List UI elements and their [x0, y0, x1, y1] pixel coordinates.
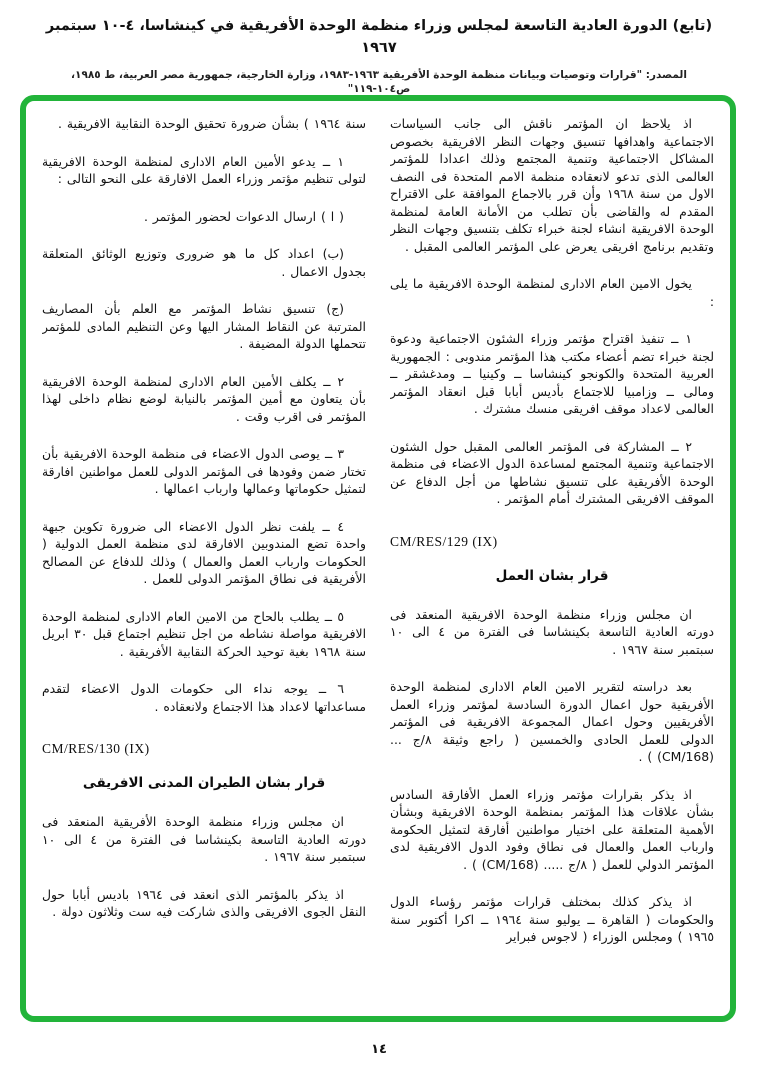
column-right	[390, 115, 714, 1006]
page-footer	[0, 1038, 758, 1057]
paragraph: (ب) اعداد كل ما هو ضرورى وتوزيع الوثائق المتعلقة بجدول الاعمال .	[42, 246, 366, 279]
paragraph: اذ يذكر بالمؤتمر الذى انعقد فى ١٩٦٤ باديس أبابا حول النقل الجوى الافريقى والذى شاركت فيه ست وثلاثون دولة .	[42, 886, 366, 919]
paragraph: اذ يذكر بقرارات مؤتمر وزراء العمل الأفارقة السادس بشأن علاقات هذا المؤتمر بمنظمة الوحدة الافريقية وبشأن الأهمية المتعلقة على اختيار مواطنين أفارقة لتمثيل الحكومة وارباب العمل والعمال فى نطاق وفود الدول الافريقية لدى المؤتمر الدولي للعمل ( ٨/ج ..... (CM/168) ) .	[390, 786, 714, 872]
paragraph: يخول الامين العام الادارى لمنظمة الوحدة الافريقية ما يلى :	[390, 276, 714, 309]
paragraph: ١ ــ يدعو الأمين العام الادارى لمنظمة الوحدة الافريقية لتولى تنظيم مؤتمر وزراء العمل الافارقة على النحو التالى :	[42, 153, 366, 186]
document-title: (تابع) الدورة العادية التاسعة لمجلس وزراء منظمة الوحدة الأفريقية في كينشاسا، ٤-١٠ سبتمبر ١٩٦٧	[45, 18, 713, 56]
paragraph: بعد دراسته لتقرير الامين العام الادارى لمنظمة الوحدة الأفريقية حول اعمال الدورة السادسة لمؤتمر وزراء العمل الأفريقيين وحول اعمال المجموعة الافريقية فى المؤتمر الدولى للعمل الحادى والخمسين ( راجع وثيقة ٨/ج ... (CM/168) ) .	[390, 679, 714, 764]
green-content-frame	[20, 95, 736, 1022]
paragraph: ٣ ــ يوصى الدول الاعضاء فى منظمة الوحدة الافريقية بأن تختار ضمن وفودها فى المؤتمر الدولى للعمل مواطنين افارقة لتمثيل حكوماتها وعمالها وارباب اعمالها .	[42, 446, 366, 496]
paragraph: سنة ١٩٦٤ ) بشأن ضرورة تحقيق الوحدة النقابية الافريقية .	[57, 116, 366, 131]
paragraph: ١ ــ تنفيذ اقتراح مؤتمر وزراء الشئون الاجتماعية ودعوة لجنة خبراء تضم أعضاء مكتب هذا المؤتمر مندوبى : الجمهورية العربية المتحدة والكونجو كينشاسا ــ وكينيا ــ ومدغشقر ــ ومالى ــ وزامبيا للاجتماع بأديس أبابا قبل انعقاد المؤتمر العالمى لاعداد موقف افريقى منسك مشترك .	[390, 331, 714, 416]
paragraph: ( ا ) ارسال الدعوات لحضور المؤتمر .	[144, 208, 344, 224]
paragraph: ان مجلس وزراء منظمة الوحدة الافريقية المنعقد فى دورته العادية التاسعة بكينشاسا فى الفترة من ٤ الى ١٠ سبتمبر سنة ١٩٦٧ .	[390, 606, 714, 657]
paragraph: ٤ ــ يلفت نظر الدول الاعضاء الى ضرورة تكوين جبهة واحدة تضع المندوبين الافارقة لدى منظمة العمل الدولية ( الحكومات وارباب العمل والعمال ) وذلك للدفاع عن المصالح الأفريقية فى نطاق المؤتمر الدولى للعمل .	[42, 518, 366, 586]
resolution-code-cm-res-130: CM/RES/130 (IX)	[42, 741, 150, 756]
paragraph: ٢ ــ يكلف الأمين العام الادارى لمنظمة الوحدة الافريقية بأن يتعاون مع أمين المؤتمر بالنيابة لوضع نظام داخلى لهذا المؤتمر فى اقرب وقت .	[42, 373, 366, 424]
paragraph: ٢ ــ المشاركة فى المؤتمر العالمى المقبل حول الشئون الاجتماعية وتنمية المجتمع لمساعدة الدول الاعضاء فى منظمة الوحدة الأفريقية على تنسيق نشاطها من أجل الدفاع عن الموقف الافريقى المشترك أمام المؤتمر .	[390, 438, 714, 506]
paragraph: ٥ ــ يطلب بالحاح من الامين العام الادارى لمنظمة الوحدة الافريقية مواصلة نشاطه من اجل تنظيم اجتماع قبل ٣٠ ابريل سنة ١٩٦٨ بغية توحيد الحركة النقابية الأفريقية .	[42, 608, 366, 659]
two-column-layout	[42, 115, 714, 1006]
resolution-heading-civil-aviation: قرار بشان الطيران المدنى الافريقى	[82, 775, 326, 791]
paragraph: ان مجلس وزراء منظمة الوحدة الأفريقية المنعقد فى دورته العادية التاسعة بكينشاسا فى الفترة من ٤ الى ١٠ سبتمبر سنة ١٩٦٧ .	[42, 814, 366, 864]
paragraph: اذ يذكر كذلك بمختلف قرارات مؤتمر رؤساء الدول والحكومات ( القاهرة ــ يوليو سنة ١٩٦٤ ــ اكرا أكتوبر سنة ١٩٦٥ ) ومجلس الوزراء ( لاجوس فبراير	[390, 894, 714, 944]
page-number: ١٤	[371, 1042, 387, 1057]
paragraph: ٦ ــ يوجه نداء الى حكومات الدول الاعضاء لتقدم مساعداتها لاعداد هذا الاجتماع ولانعقاده .	[42, 681, 366, 714]
resolution-heading-labour: قرار بشان العمل	[495, 567, 609, 584]
paragraph: اذ يلاحظ ان المؤتمر ناقش الى جانب السياسات الاجتماعية واهدافها تنسيق وجهات النظر الافريقية بخصوص المشاكل الاجتماعية وتنمية المجتمع وذلك اعدادا للمؤتمر العالمى الذى تدعو لانعقاده منظمة الامم المتحدة فى النصف الاول من سنة ١٩٦٨ وأن قرر بالاجماع الموافقة على الاقتراح المقدم له والقاضى بأن تطلب من الأمانة العامة لمنظمة الوحدة الافريقية انشاء لجنة خبراء تكلف بتنسيق وجهات النظر وتقديم برنامج افريقى يعرض على المؤتمر العالمى المقبل .	[390, 116, 714, 254]
column-left	[42, 115, 366, 1006]
resolution-code-cm-res-129: CM/RES/129 (IX)	[390, 533, 498, 549]
paragraph: (ج) تنسيق نشاط المؤتمر مع العلم بأن المصاريف المترتبة عن النقاط المشار اليها وعن التنظيم المادى للمؤتمر تتحملها الدولة المضيفة .	[42, 301, 366, 351]
page-header	[0, 16, 758, 97]
document-source-line: المصدر: "قرارات وتوصيات وبيانات منظمة الوحدة الأفريقية ١٩٦٣-١٩٨٣، وزارة الخارجية، جمهورية مصر العربية، ط ١٩٨٥، ص١٠٤-١١٩"	[71, 68, 687, 96]
